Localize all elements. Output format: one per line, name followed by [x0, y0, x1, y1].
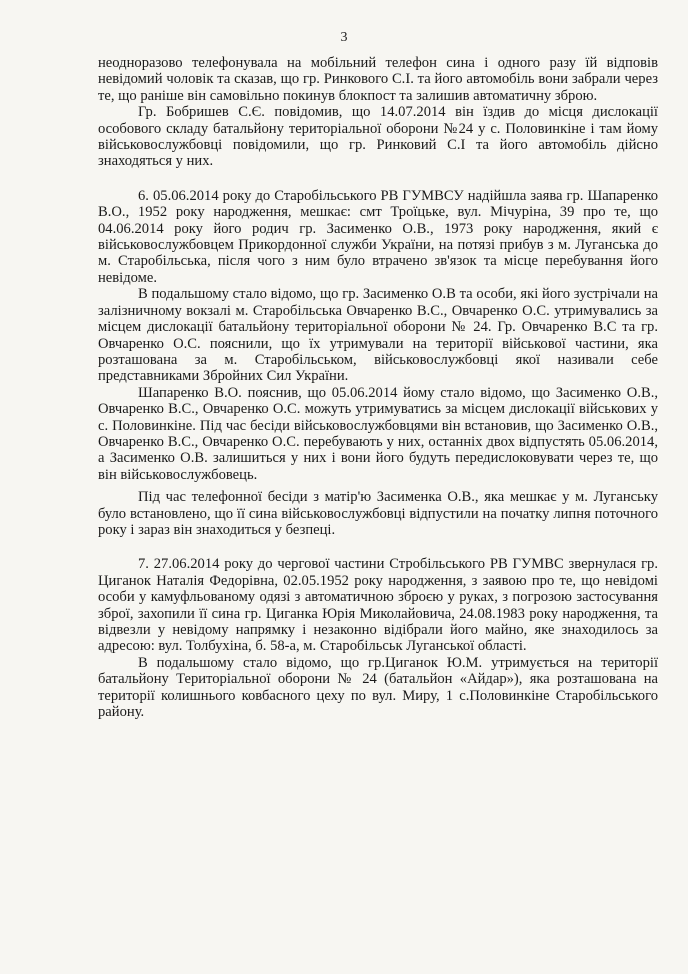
- document-body: [98, 55, 658, 720]
- paragraph-item-6: 6. 05.06.2014 року до Старобільського РВ ГУМВСУ надійшла заява гр. Шапаренко В.О., 1952 року народження, мешкає: смт Троїцьке, вул. Мічуріна, 39 про те, що 04.06.2014 року його родич гр. Засименко О.В., 1973 року народження, який є військовослужбовцем Прикордонної служби України, на потязі прибув з м. Луганська до м. Старобільська, після чого з ним було втрачено зв'язок та місце перебування його невідоме.: [98, 187, 658, 286]
- paragraph-shaparenko: Шапаренко В.О. пояснив, що 05.06.2014 йому стало відомо, що Засименко О.В., Овчаренко В.С., Овчаренко О.С. можуть утримуватись за місцем дислокації військових у с. Половинкіне. Під час бесіди військовослужбовцями він встановив, що Засименко О.В., Овчаренко В.С., Овчаренко О.С. перебувають у них, останніх двох відпустять 05.06.2014, а Засименко О.В. залишиться у них і вони його будуть передислоковувати через те, що він військовослужбовець.: [98, 384, 658, 483]
- paragraph-item-7: 7. 27.06.2014 року до чергової частини Стробільського РВ ГУМВС звернулася гр. Циганок Наталія Федорівна, 02.05.1952 року народження, з заявою про те, що невідомі особи у камуфльованому одязі з автоматичною зброєю у руках, з погрозою застосування зброї, захопили її сина гр. Циганка Юрія Миколайовича, 24.08.1983 року народження, та відвезли у невідому напрямку і незаконно відібрали його майно, яке знаходилось за адресою: вул. Толбухіна, б. 58-а, м. Старобільськ Луганської області.: [98, 556, 658, 655]
- page-number: 3: [340, 30, 348, 45]
- paragraph-zasymenko: В подальшому стало відомо, що гр. Засименко О.В та особи, які його зустрічали на залізничному вокзалі м. Старобільська Овчаренко В.С., Овчаренко О.С. утримувались за місцем дислокації батальйону територіальної оборони № 24. Гр. Овчаренко В.С та гр. Овчаренко О.С. пояснили, що їх утримували на території військової частини, яка розташована за м. Старобільськом, військовослужбовці якої називали себе представниками Збройних Сил України.: [98, 286, 658, 385]
- paragraph-bobryshev: Гр. Бобришев С.Є. повідомив, що 14.07.2014 він їздив до місця дислокації особового складу батальйону територіальної оборони №24 у с. Половинкіне і там йому військовослужбовці повідомили, що гр. Ринковий С.І та його автомобіль дійсно знаходяться у них.: [98, 104, 658, 170]
- paragraph-continuation: неодноразово телефонувала на мобільний телефон сина і одного разу їй відповів невідомий чоловік та сказав, що гр. Ринкового С.І. та його автомобіль вони забрали через те, що раніше він самовільно покинув блокпост та залишив автоматичну зброю.: [98, 55, 658, 104]
- paragraph-phone-call: Під час телефонної бесіди з матір'ю Засименка О.В., яка мешкає у м. Луганську було встановлено, що її сина військовослужбовці відпустили на початку липня поточного року і зараз він знаходиться у безпеці.: [98, 489, 658, 538]
- paragraph-tsyganok: В подальшому стало відомо, що гр.Циганок Ю.М. утримується на території батальйону Територіальної оборони № 24 (батальйон «Айдар»), яка розташована на території колишнього ковбасного цеху по вул. Миру, 1 с.Половинкіне Старобільського району.: [98, 654, 658, 721]
